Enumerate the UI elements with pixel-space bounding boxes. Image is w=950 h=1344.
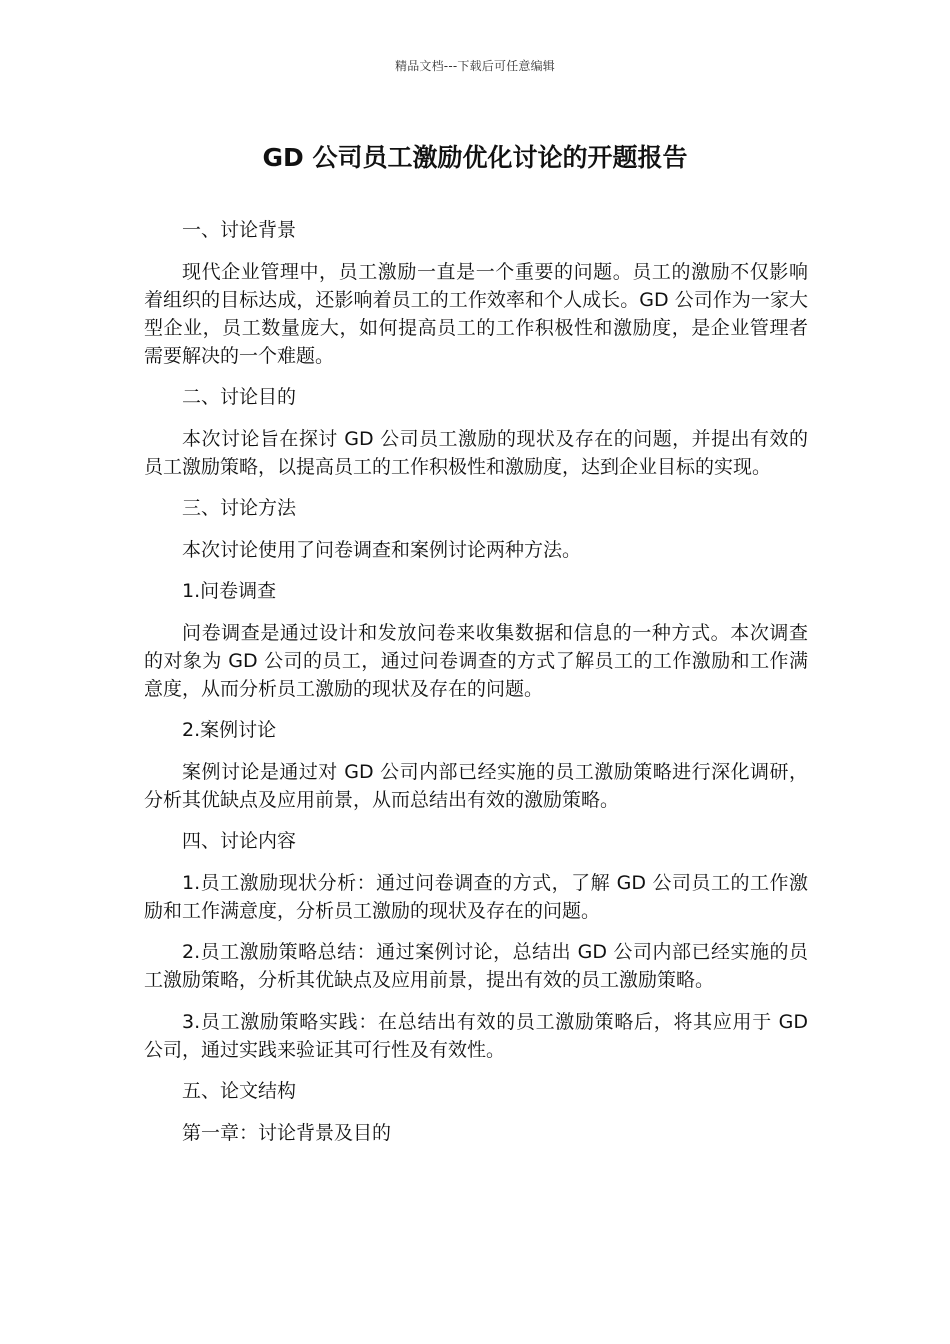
list-item-content-1: 1.员工激励现状分析：通过问卷调查的方式，了解 GD 公司员工的工作激励和工作满意度，分析员工激励的现状及存在的问题。 bbox=[144, 871, 808, 922]
paragraph-questionnaire: 问卷调查是通过设计和发放问卷来收集数据和信息的一种方式。本次调查的对象为 GD 公司的员工，通过问卷调查的方式了解员工的工作激励和工作满意度，从而分析员工激励的现状及存在的问题。 bbox=[144, 621, 808, 700]
section-heading-content: 四、讨论内容 bbox=[182, 830, 297, 852]
section-heading-structure: 五、论文结构 bbox=[182, 1080, 297, 1102]
section-heading-method: 三、讨论方法 bbox=[182, 497, 297, 519]
subheading-case-study: 2.案例讨论 bbox=[182, 719, 277, 741]
list-item-content-3: 3.员工激励策略实践：在总结出有效的员工激励策略后，将其应用于 GD 公司，通过实践来验证其可行性及有效性。 bbox=[144, 1010, 808, 1061]
list-item-content-2: 2.员工激励策略总结：通过案例讨论，总结出 GD 公司内部已经实施的员工激励策略，分析其优缺点及应用前景，提出有效的员工激励策略。 bbox=[144, 941, 808, 991]
paragraph-purpose: 本次讨论旨在探讨 GD 公司员工激励的现状及存在的问题，并提出有效的员工激励策略，以提高员工的工作积极性和激励度，达到企业目标的实现。 bbox=[144, 427, 808, 478]
paragraph-background: 现代企业管理中，员工激励一直是一个重要的问题。员工的激励不仅影响着组织的目标达成，还影响着员工的工作效率和个人成长。GD 公司作为一家大型企业，员工数量庞大，如何提高员工的工作积极性和激励度，是企业管理者需要解决的一个难题。 bbox=[144, 260, 808, 367]
paragraph-method-intro: 本次讨论使用了问卷调查和案例讨论两种方法。 bbox=[182, 538, 582, 561]
section-heading-background: 一、讨论背景 bbox=[182, 219, 297, 241]
paragraph-case-study: 案例讨论是通过对 GD 公司内部已经实施的员工激励策略进行深化调研，分析其优缺点及应用前景，从而总结出有效的激励策略。 bbox=[144, 760, 808, 811]
subheading-questionnaire: 1.问卷调查 bbox=[182, 580, 277, 602]
section-heading-purpose: 二、讨论目的 bbox=[182, 386, 297, 408]
document-title: GD 公司员工激励优化讨论的开题报告 bbox=[262, 143, 688, 172]
chapter-1-line: 第一章：讨论背景及目的 bbox=[182, 1121, 392, 1144]
header-note: 精品文档---下载后可任意编辑 bbox=[395, 59, 555, 73]
document-body bbox=[144, 216, 808, 1160]
